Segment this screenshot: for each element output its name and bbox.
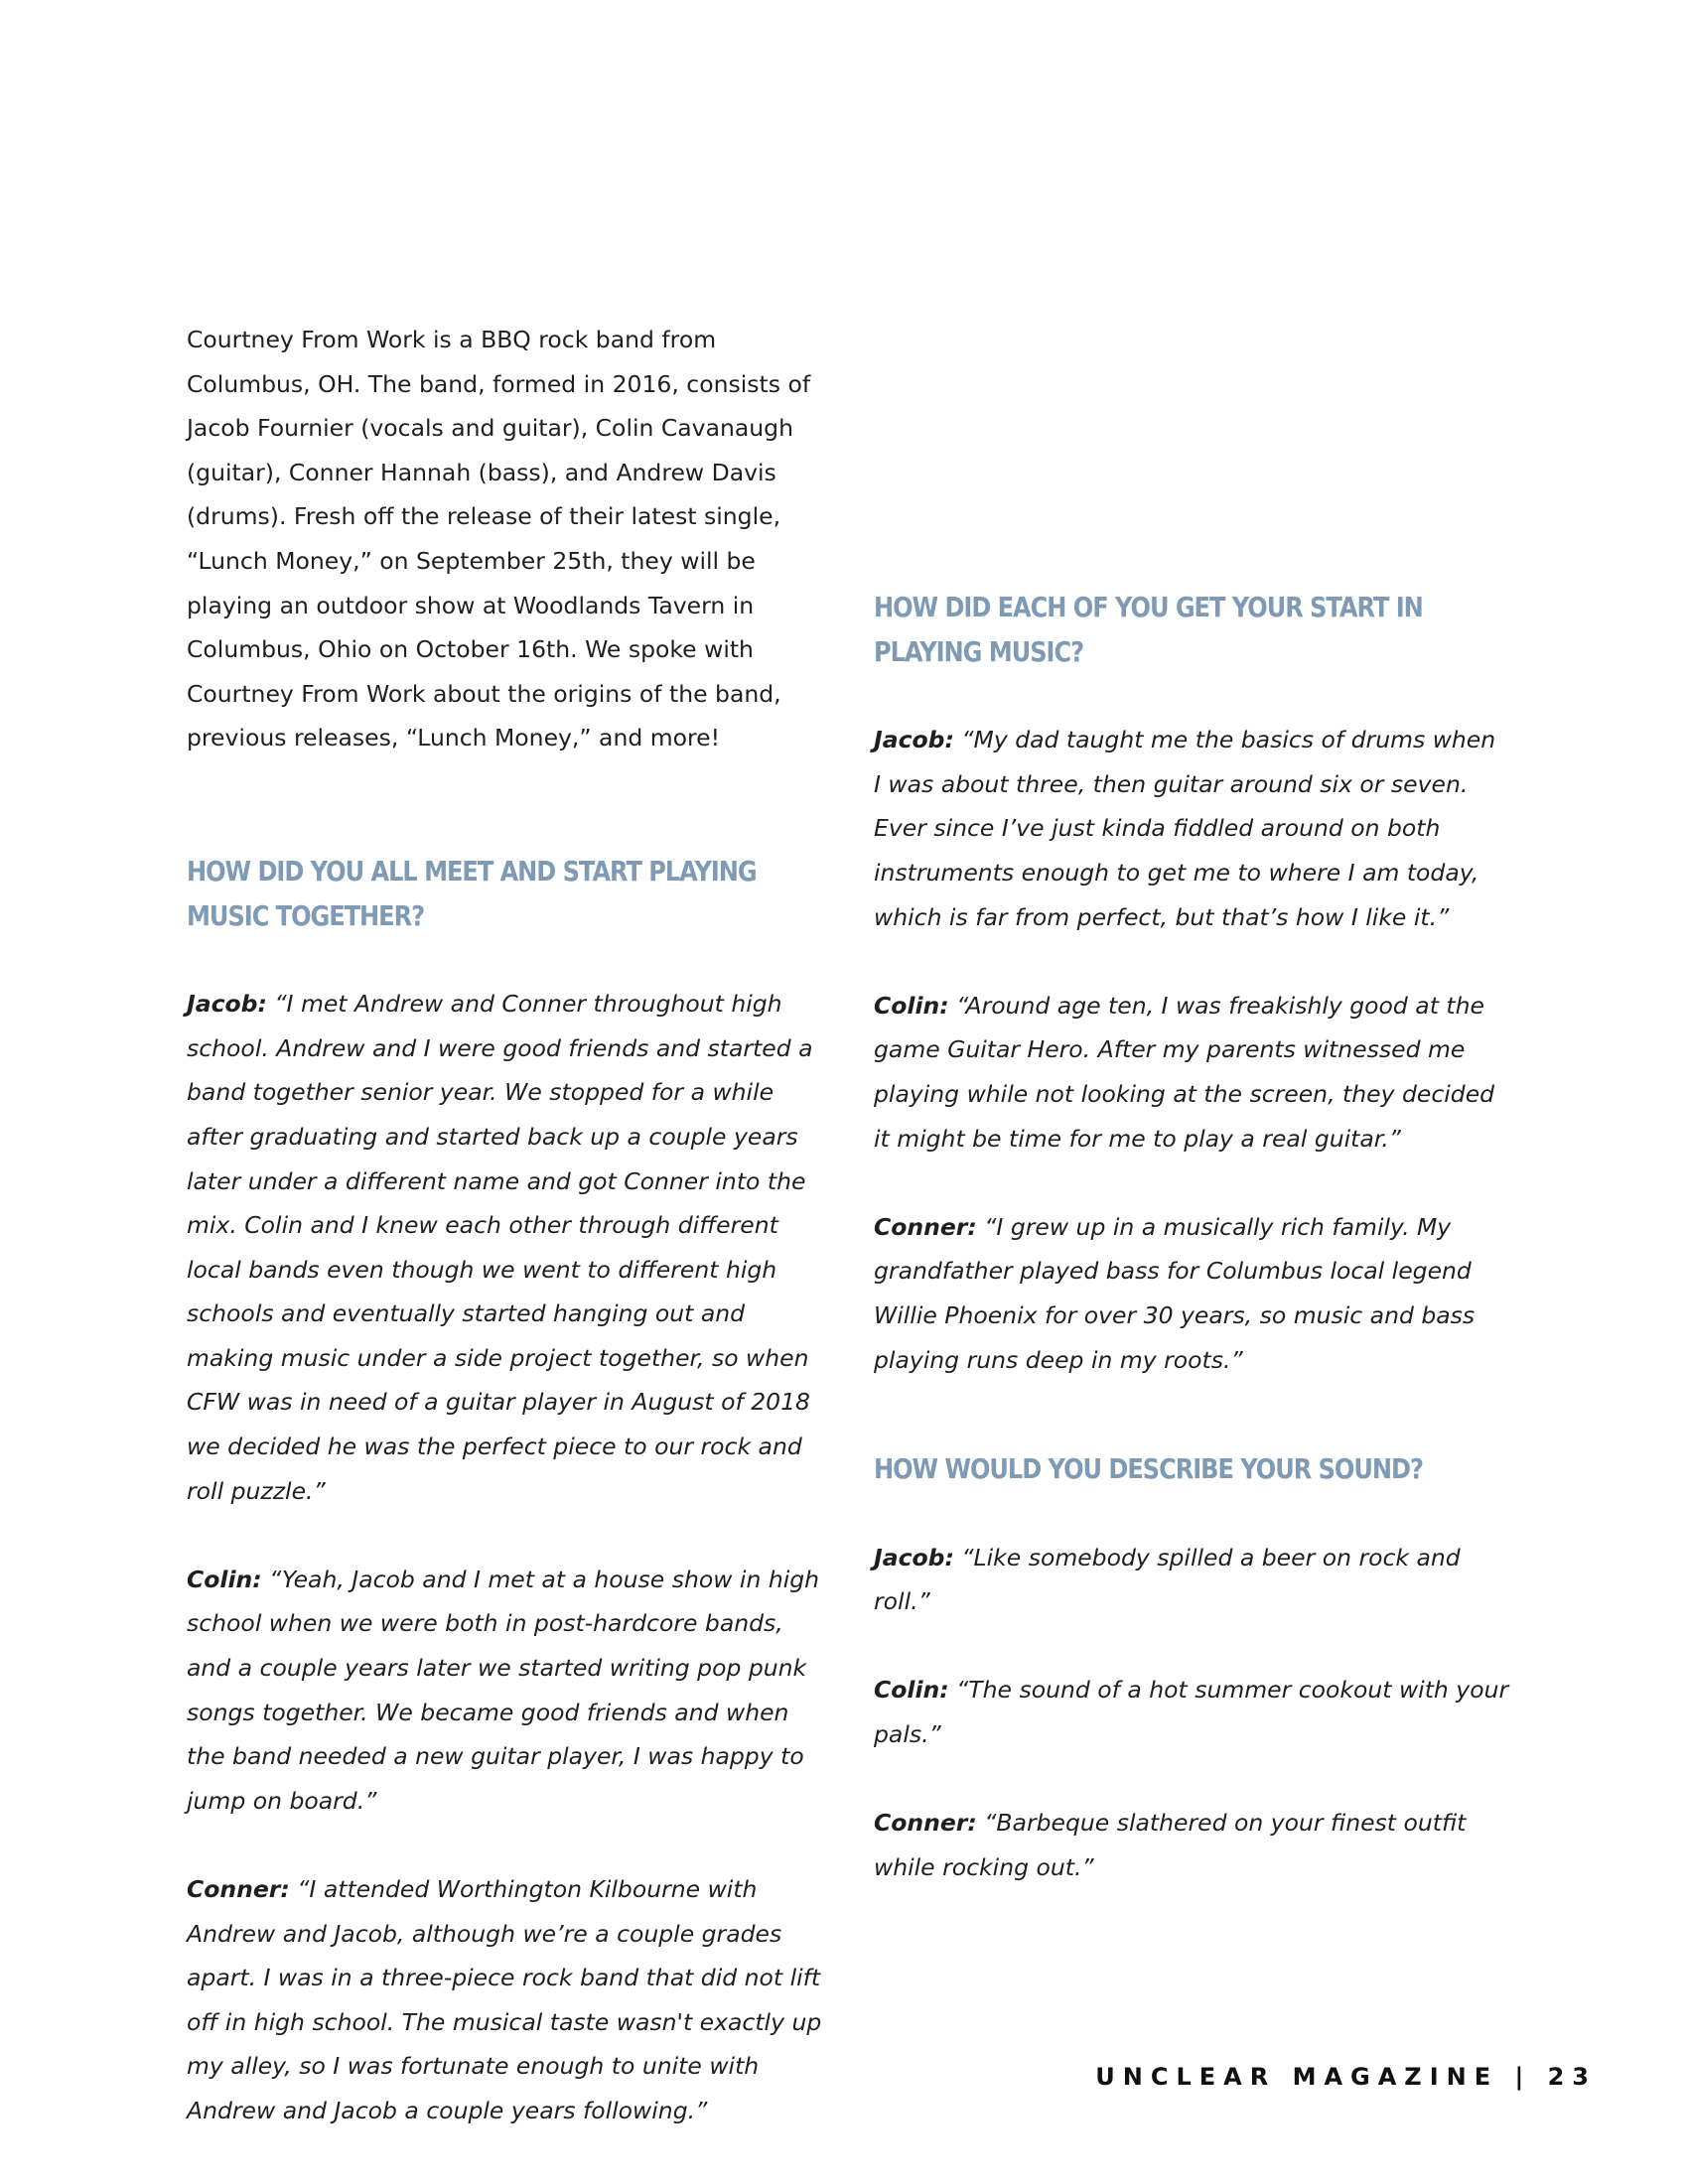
answer-text: “I attended Worthington Kilbourne with Andrew and Jacob, although we’re a couple grades apart. I was in a three-piece rock band that did not lift off in high school. The musical taste wasn't exactly up my alley, so I was fortunate enough to unite with Andrew and Jacob a couple years following.” (187, 1875, 822, 2124)
speaker-name: Jacob: (187, 990, 267, 1019)
answer-text: “Barbeque slathered on your finest outfit while rocking out.” (874, 1809, 1467, 1881)
magazine-name: UNCLEAR MAGAZINE (1095, 2063, 1499, 2091)
speaker-name: Jacob: (874, 1543, 954, 1571)
answer-text: “I met Andrew and Conner throughout high school. Andrew and I were good friends and started a band together senior year. We stopped for a while after graduating and started back up a couple years later under a different name and got Conner into the mix. Colin and I knew each other through different local bands even though we went to different high schools and eventually started hanging out and making music under a side project together, so when CFW was in need of a guitar player in August of 2018 we decided he was the perfect piece to our rock and roll puzzle.” (187, 990, 813, 1505)
section-heading-sound: HOW WOULD YOU DESCRIBE YOUR SOUND? (874, 1452, 1423, 1486)
intro-paragraph: Courtney From Work is a BBQ rock band from Columbus, OH. The band, formed in 2016, consists of Jacob Fournier (vocals and guitar), Colin Cavanaugh (guitar), Conner Hannah (bass), and Andrew Davis (drums). Fresh off the release of their latest single, “Lunch Money,” on September 25th, they will be playing an outdoor show at Woodlands Tavern in Columbus, Ohio on October 16th. We spoke with Courtney From Work about the origins of the band, previous releases, “Lunch Money,” and more! (187, 326, 811, 752)
answer-text: “My dad taught me the basics of drums when I was about three, then guitar around six or seven. Ever since I’ve just kinda fiddled around on both instruments enough to get me to where I am today, which is far from perfect, but that’s how I like it.” (874, 726, 1496, 931)
answer-text: “Around age ten, I was freakishly good at the game Guitar Hero. After my parents witnessed me playing while not looking at the screen, they decided it might be time for me to play a real guitar.” (874, 991, 1495, 1153)
answer-jacob-start (874, 718, 1509, 939)
section-heading-meet: HOW DID YOU ALL MEET AND START PLAYING MUSIC TOGETHER? (187, 854, 757, 932)
speaker-name: Conner: (187, 1875, 290, 1903)
answer-text: “Like somebody spilled a beer on rock and roll.” (874, 1543, 1461, 1616)
answer-colin-start (874, 984, 1509, 1160)
footer-separator: | (1514, 2063, 1532, 2091)
speaker-name: Conner: (874, 1809, 977, 1838)
answer-conner-sound (874, 1801, 1509, 1889)
answer-colin-sound (874, 1668, 1509, 1756)
speaker-name: Colin: (874, 991, 949, 1020)
section-heading-start: HOW DID EACH OF YOU GET YOUR START IN PLAYING MUSIC? (874, 591, 1423, 668)
answer-jacob-sound (874, 1536, 1509, 1624)
speaker-name: Colin: (187, 1565, 262, 1593)
speaker-name: Jacob: (874, 726, 954, 754)
answer-jacob-meet (187, 982, 822, 1513)
page-number: 23 (1547, 2063, 1597, 2091)
answer-text: “Yeah, Jacob and I met at a house show in high school when we were both in post-hardcore bands, and a couple years later we started writing pop punk songs together. We became good friends and when the band needed a new guitar player, I was happy to jump on board.” (187, 1565, 820, 1815)
answer-colin-meet (187, 1558, 822, 1824)
left-column (187, 318, 822, 2133)
page-footer (1095, 2063, 1597, 2091)
answer-text: “The sound of a hot summer cookout with your pals.” (874, 1676, 1509, 1749)
speaker-name: Colin: (874, 1676, 949, 1705)
speaker-name: Conner: (874, 1212, 977, 1241)
answer-conner-meet (187, 1867, 822, 2133)
answer-conner-start (874, 1205, 1509, 1382)
right-column (874, 318, 1509, 1889)
answer-text: “I grew up in a musically rich family. My grandfather played bass for Columbus local legend Willie Phoenix for over 30 years, so music and bass playing runs deep in my roots.” (874, 1212, 1476, 1374)
